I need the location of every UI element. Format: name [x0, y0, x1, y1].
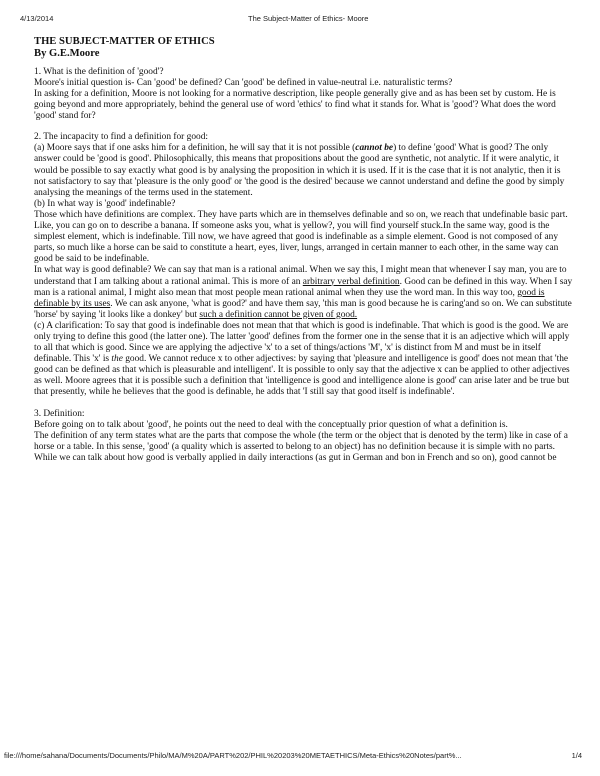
underlined-phrase: arbitrary verbal definition	[302, 276, 400, 287]
emphasis-bold: cannot be	[355, 143, 394, 154]
section-1-paragraph: Moore's initial question is- Can 'good' be defined? Can 'good' be defined in value-neutral i.e. naturalistic terms?	[34, 77, 453, 88]
text-run: . We can ask anyone, 'what is good?' and have them say, 'this man is good because he is caring'and so on. We can substitute 'horse' by saying 'it looks like a donkey' but	[34, 298, 572, 320]
print-header	[0, 14, 600, 28]
text-run: . Good can be defined in this way. When I say man is a rational animal, I might also mean that most people mean rational animal when they use the word man. In this way too,	[34, 276, 573, 298]
text-run: good. We cannot reduce x to other adjectives: by saying that 'pleasure and intelligence is good' does not mean that 'the good can be defined as that which is pleasurable and intelligent'. It is possible to only say that the adjective x can be applied to other adjectives as well. Moore agrees that it is possible such a definition that 'intelligence is good and intelligence alone is good' can arise later and be true but that presently, while he believes that the good is definable, he adds that 'I still say that good itself is indefinable'.	[34, 354, 570, 398]
emphasis	[355, 143, 393, 153]
section-3-paragraph: The definition of any term states what are the parts that compose the whole (the term or the object that is denoted by the term) like in case of a horse or a table. In this sense, 'good' (a quality which is asserted to belong to an object) has no definition because it is simple with no parts. While we can talk about how good is verbally applied in daily interactions (as gut in German and bon in French and so on), good cannot be	[34, 430, 568, 463]
print-date: 4/13/2014	[20, 14, 54, 23]
section-3-paragraph: Before going on to talk about 'good', he points out the need to deal with the conceptually prior question of what a definition is.	[34, 419, 508, 430]
document-byline: By G.E.Moore	[34, 48, 100, 60]
section-2-heading: 2. The incapacity to find a definition for good:	[34, 132, 209, 143]
section-2b-heading: (b) In what way is 'good' indefinable?	[34, 198, 176, 209]
section-2b-paragraph: Those which have definitions are complex. They have parts which are in themselves definable and so on, we reach that undefinable basic part. Like, you can go on to describe a banana. If someone asks you, what is yellow?, you will find yourself stuck.In the same way, good is the simplest element, which is indefinable. Till now, we have agreed that good is indefinable as a simple element. Good is not composed of any parts, so much like a horse can be said to constitute a heart, eyes, liver, lungs, arranged in certain manner to each other, in the same way can good be said to be indefinable.	[34, 209, 568, 265]
file-path: file:///home/sahana/Documents/Documents/Philo/MA/M%20A/PART%202/PHIL%20203%20METAETHICS/Meta-Ethics%20Notes/part%...	[4, 751, 462, 760]
text-run: (c) A clarification: To say that good is indefinable does not mean that that which is good is indefinable. That which is good is the good. We are only trying to define this good (the latter one). The latter 'good' defines from the former one in the sense that it is an adjective which will apply to all that which is good. Since we are applying the adjective 'x' to a set of things/actions 'M', 'x' is distinct from M and must be in itself definable. This 'x' is	[34, 320, 570, 365]
document-body	[34, 36, 574, 464]
document-title: THE SUBJECT-MATTER OF ETHICS	[34, 36, 215, 47]
section-2a-paragraph	[34, 143, 574, 198]
section-gap	[34, 122, 574, 132]
page-number: 1/4	[571, 751, 582, 760]
underlined-phrase: such a definition cannot be given of good.	[199, 309, 358, 320]
section-2b-paragraph	[34, 265, 574, 320]
emphasis: the	[111, 354, 123, 365]
section-1-paragraph: In asking for a definition, Moore is not looking for a normative description, like people generally give and as has been set by custom. He is going beyond and more appropriately, behind the general use of word 'ethics' to find what it stands for. What is 'good'? What does the word 'good' stand for?	[34, 89, 556, 122]
section-1-heading: 1. What is the definition of 'good'?	[34, 66, 164, 77]
section-3-heading: 3. Definition:	[34, 408, 85, 419]
print-page-title: The Subject-Matter of Ethics- Moore	[248, 14, 369, 23]
text-run: ) to define 'good' What is good? The only answer could be 'good is good'. Philosophically, this means that propositions about the good are synthetic, not analytic. If it were analytic, it would be possible to say exactly what good is by analysing the proposition in which it is used. If it is the case that it is not analytic, then it is not satisfactory to say that 'pleasure is the only good' or 'the good is the desired' because we cannot understand and define the good by simply analysing the meanings of the terms used in the statement.	[34, 143, 565, 198]
section-2c-paragraph	[34, 321, 574, 399]
section-gap	[34, 399, 574, 409]
underlined-phrase: good is definable by its uses	[34, 287, 545, 309]
text-run: (a) Moore says that if one asks him for a definition, he will say that it is not possible (	[34, 143, 356, 154]
print-footer	[0, 751, 600, 765]
text-run: In what way is good definable? We can say that man is a rational animal. When we say this, I might mean that whenever I say man, you are to understand that I am talking about a rational animal. This is more of an	[34, 265, 567, 287]
